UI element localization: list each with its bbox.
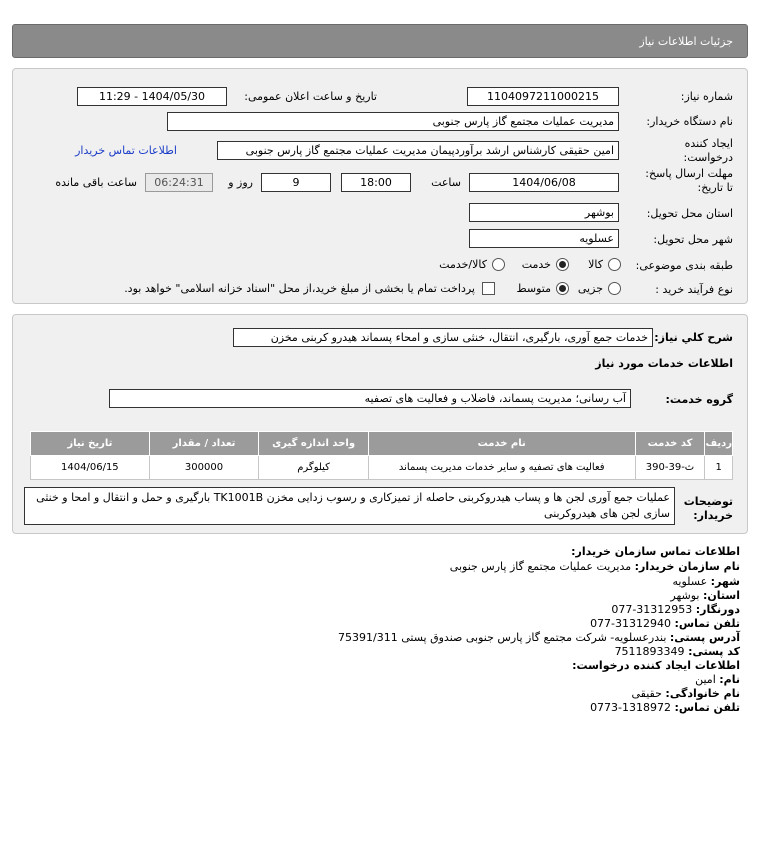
services-table: [30, 431, 733, 480]
group-label: گروه خدمت:: [665, 393, 733, 406]
org-province-line: استان: بوشهر: [670, 589, 740, 602]
col-unit: واحد اندازه گیری: [259, 432, 369, 456]
creator-contact-title: اطلاعات ایجاد کننده درخواست:: [572, 659, 740, 672]
province-field: بوشهر: [469, 203, 619, 222]
row-index: 1: [705, 456, 733, 480]
province-label: استان محل تحویل:: [646, 207, 733, 220]
summary-field: خدمات جمع آوری، بارگیری، انتقال، خنثی سازی و امحاء پسماند هیدرو کربنی مخزن: [233, 328, 653, 347]
remaining-label: ساعت باقی مانده: [55, 176, 137, 189]
deadline-label: مهلت ارسال پاسخ: تا تاریخ:: [645, 167, 733, 194]
need-number-field: 1104097211000215: [467, 87, 619, 106]
quantity: 300000: [149, 456, 259, 480]
category-radio-goods[interactable]: [608, 258, 621, 271]
buyer-contact-link[interactable]: اطلاعات تماس خریدار: [75, 144, 177, 157]
unit: کیلوگرم: [259, 456, 369, 480]
col-qty: تعداد / مقدار: [149, 432, 259, 456]
org-postal-line: کد پستی: 7511893349: [614, 645, 740, 658]
announce-field: 1404/05/30 - 11:29: [77, 87, 227, 106]
process-option-minor: جزیی: [577, 282, 603, 295]
buyer-notes-field: عملیات جمع آوری لجن ها و پساب هیدروکربنی حاصله از تمیزکاری و رسوب زدایی مخزن TK1001B بارگیری و حمل و انتقال و امحا و خنثی سازی لجن های هیدروکربنی: [24, 487, 675, 525]
process-radio-minor[interactable]: [608, 282, 621, 295]
days-label: روز و: [228, 176, 253, 189]
category-option-goods-service: کالا/خدمت: [439, 258, 487, 271]
org-city-line: شهر: عسلویه: [672, 575, 740, 588]
deadline-date-field: 1404/06/08: [469, 173, 619, 192]
services-title: اطلاعات خدمات مورد نیاز: [595, 357, 733, 370]
category-option-goods: کالا: [588, 258, 603, 271]
creator-first-name-line: نام: امین: [695, 673, 740, 686]
category-radio-service[interactable]: [556, 258, 569, 271]
col-date: تاریخ نیاز: [31, 432, 150, 456]
payment-note: پرداخت تمام یا بخشی از مبلغ خرید،از محل "اسناد خزانه اسلامی" خواهد بود.: [124, 282, 475, 295]
remaining-time-field: 06:24:31: [145, 173, 213, 192]
city-field: عسلویه: [469, 229, 619, 248]
category-radio-goods-service[interactable]: [492, 258, 505, 271]
process-option-medium: متوسط: [516, 282, 551, 295]
summary-label: شرح کلي نیاز:: [654, 331, 733, 344]
page-title: جزئیات اطلاعات نیاز: [639, 35, 733, 48]
creator-field: امین حقیقی کارشناس ارشد برآوردپیمان مدیریت عملیات مجتمع گاز پارس جنوبی: [217, 141, 619, 160]
buyer-field: مدیریت عملیات مجتمع گاز پارس جنوبی: [167, 112, 619, 131]
announce-label: تاریخ و ساعت اعلان عمومی:: [244, 90, 377, 103]
process-label: نوع فرآیند خرید :: [655, 283, 733, 296]
org-address-line: آدرس پستی: بندرعسلویه- شرکت مجتمع گاز پارس جنوبی صندوق پستی 75391/311: [338, 631, 740, 644]
org-phone-line: تلفن تماس: 077-31312940: [590, 617, 740, 630]
col-code: کد خدمت: [635, 432, 705, 456]
deadline-time-field: 18:00: [341, 173, 411, 192]
org-contact-title: اطلاعات تماس سازمان خریدار:: [571, 545, 740, 558]
creator-last-name-line: نام خانوادگی: حقیقی: [631, 687, 740, 700]
category-option-service: خدمت: [521, 258, 551, 271]
buyer-notes-label: توضیحات خریدار:: [683, 495, 733, 522]
table-row: [31, 456, 733, 480]
days-field: 9: [261, 173, 331, 192]
service-details-panel: [12, 314, 748, 534]
service-code: ث-39-390: [635, 456, 705, 480]
buyer-label: نام دستگاه خریدار:: [646, 115, 733, 128]
need-date: 1404/06/15: [31, 456, 150, 480]
creator-label: ایجاد کننده درخواست:: [683, 137, 733, 164]
treasury-checkbox[interactable]: [482, 282, 495, 295]
category-label: طبقه بندی موضوعی:: [635, 259, 733, 272]
table-header-row: [31, 432, 733, 456]
need-number-label: شماره نیاز:: [680, 90, 733, 103]
org-name-line: نام سازمان خریدار: مدیریت عملیات مجتمع گاز پارس جنوبی: [449, 560, 740, 573]
city-label: شهر محل تحویل:: [653, 233, 733, 246]
process-radio-medium[interactable]: [556, 282, 569, 295]
col-name: نام خدمت: [368, 432, 635, 456]
org-fax-line: دورنگار: 077-31312953: [611, 603, 740, 616]
page-header: [12, 24, 748, 58]
col-row: ردیف: [705, 432, 733, 456]
deadline-time-label: ساعت: [431, 176, 461, 189]
service-name: فعالیت های تصفیه و سایر خدمات مدیریت پسماند: [368, 456, 635, 480]
need-info-panel: [12, 68, 748, 304]
group-field: آب رسانی؛ مدیریت پسماند، فاضلاب و فعالیت های تصفیه: [109, 389, 631, 408]
creator-phone-line: تلفن تماس: 0773-1318972: [590, 701, 740, 714]
